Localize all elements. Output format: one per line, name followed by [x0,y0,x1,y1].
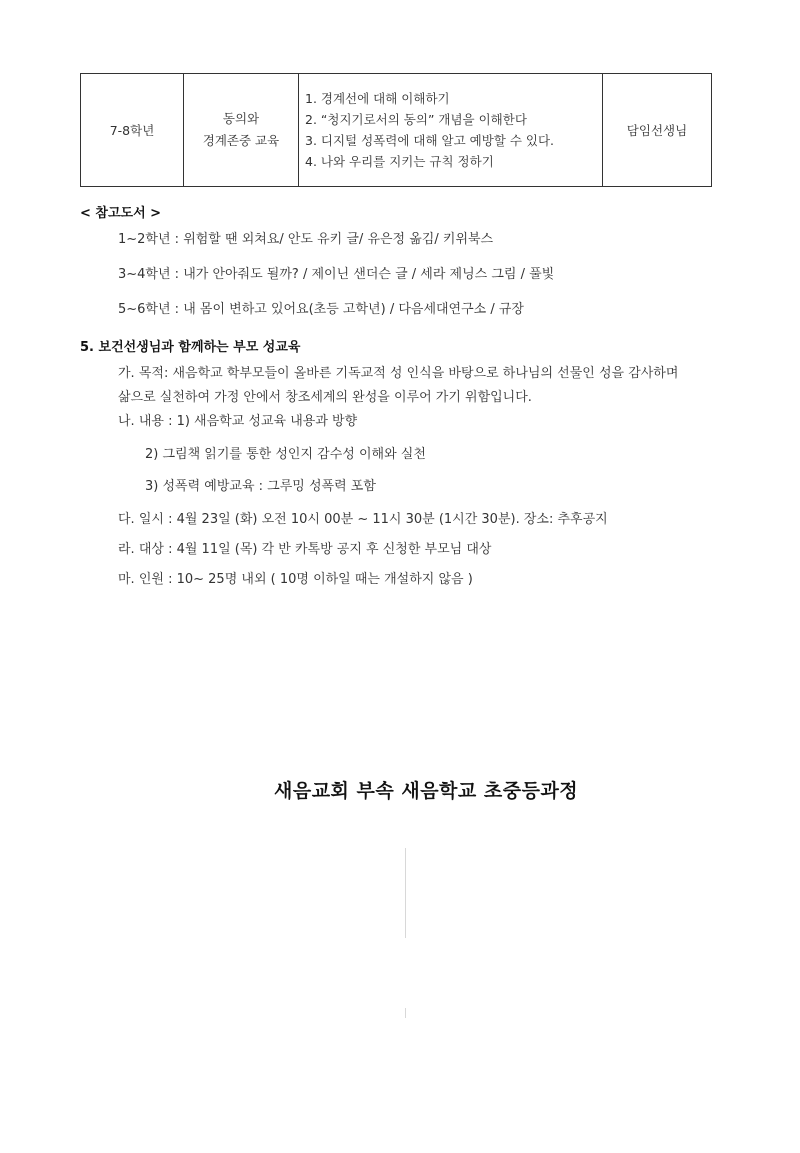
goal-item: 3. 디지털 성폭력에 대해 알고 예방할 수 있다. [305,133,554,148]
target-line: 라. 대상 : 4월 11일 (목) 각 반 카톡방 공지 후 신청한 부모님 대상 [118,542,492,557]
school-name: 새음교회 부속 새음학교 초중등과정 [274,780,579,802]
references-heading: < 참고도서 > [80,206,162,221]
scan-artifact [405,848,406,938]
goal-item: 4. 나와 우리를 지키는 규칙 정하기 [305,154,494,169]
content-label: 나. 내용 : 1) 새음학교 성교육 내용과 방향 [118,414,358,429]
topic-line: 동의와 [222,111,260,126]
topic-line: 경계존중 교육 [202,133,280,148]
purpose-line: 삶으로 실천하여 가정 안에서 창조세계의 완성을 이루어 가기 위함입니다. [118,390,532,405]
section5-heading: 5. 보건선생님과 함께하는 부모 성교육 [80,340,301,355]
grade-cell: 7-8학년 [81,74,184,187]
schedule-line: 다. 일시 : 4월 23일 (화) 오전 10시 00분 ~ 11시 30분 (1시간 30분). 장소: 추후공지 [118,512,608,527]
goals-cell [299,74,603,187]
content-item: 3) 성폭력 예방교육 : 그루밍 성폭력 포함 [145,479,376,494]
content-item: 2) 그림책 읽기를 통한 성인지 감수성 이해와 실천 [145,447,426,462]
topic-cell [184,74,299,187]
capacity-line: 마. 인원 : 10~ 25명 내외 ( 10명 이하일 때는 개설하지 않음 ) [118,572,473,587]
scan-artifact [405,1008,406,1018]
goal-item: 1. 경계선에 대해 이해하기 [305,91,450,106]
reference-item: 5~6학년 : 내 몸이 변하고 있어요(초등 고학년) / 다음세대연구소 / 규장 [118,302,524,317]
purpose-line: 가. 목적: 새음학교 학부모들이 올바른 기독교적 성 인식을 바탕으로 하나님의 선물인 성을 감사하며 [118,366,679,381]
reference-item: 3~4학년 : 내가 안아줘도 될까? / 제이닌 샌더슨 글 / 세라 제닝스 그림 / 풀빛 [118,267,555,282]
table-row [81,74,712,187]
curriculum-table [80,73,712,187]
reference-item: 1~2학년 : 위험할 땐 외쳐요/ 안도 유키 글/ 유은정 옮김/ 키위북스 [118,232,494,247]
goal-item: 2. “청지기로서의 동의” 개념을 이해한다 [305,112,527,127]
teacher-cell: 담임선생님 [603,74,712,187]
